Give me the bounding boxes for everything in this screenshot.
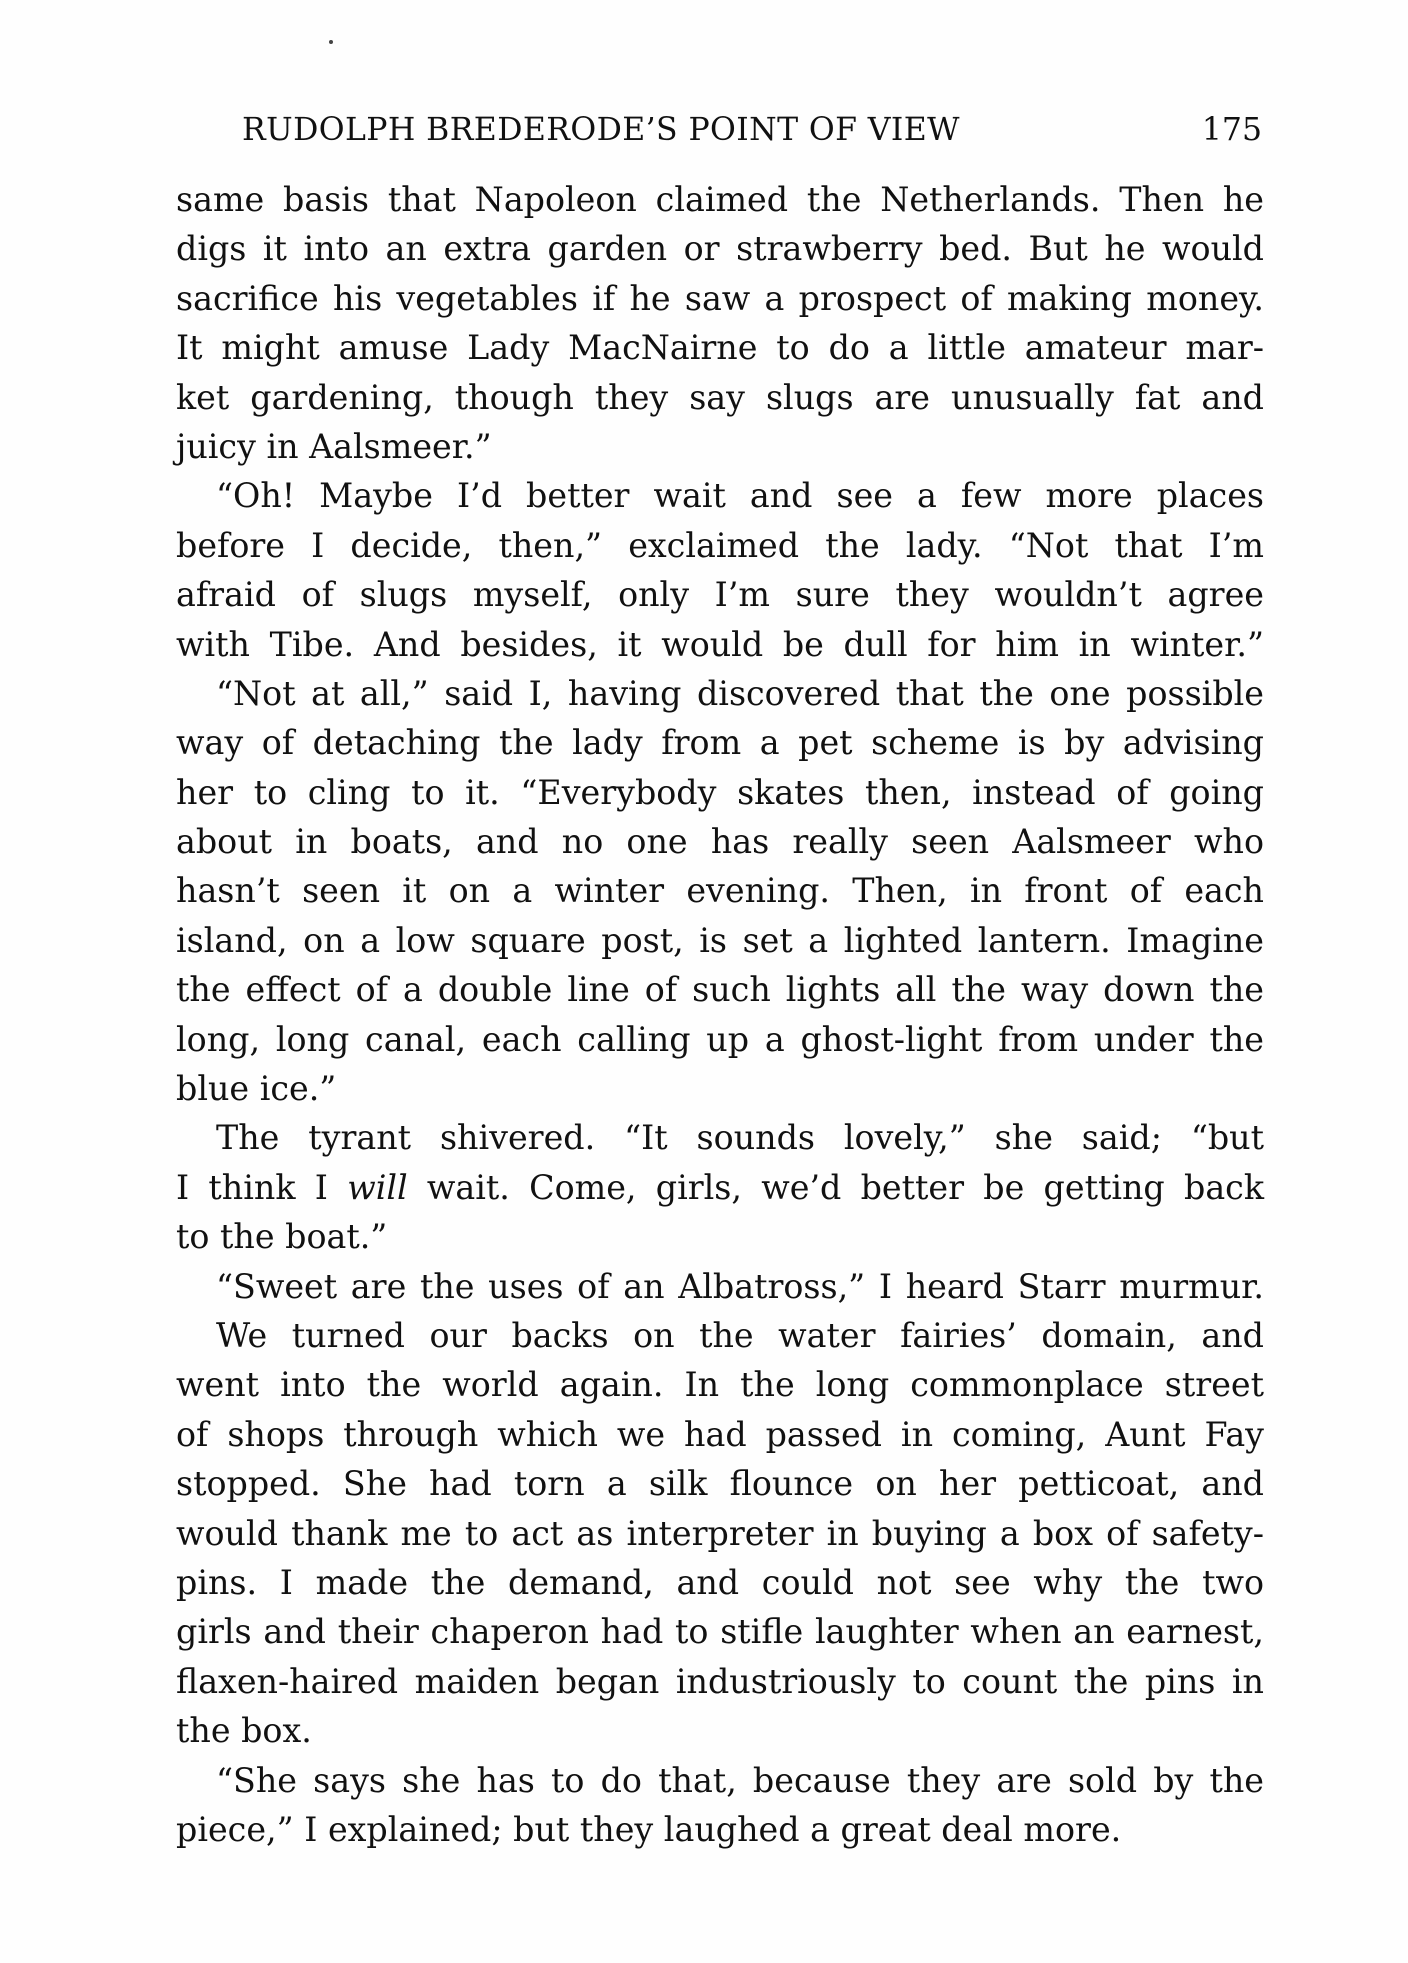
text-line: digs it into an extra garden or strawberry bed. But he would — [176, 229, 1264, 269]
text-line: girls and their chaperon had to stifle laughter when an earnest, — [176, 1612, 1264, 1652]
paragraph — [176, 1262, 1264, 1311]
text-line: about in boats, and no one has really seen Aalsmeer who — [176, 822, 1264, 862]
paragraph — [176, 1113, 1264, 1261]
text-line — [176, 1163, 1264, 1212]
scan-speck — [329, 40, 333, 44]
text-line: It might amuse Lady MacNairne to do a little amateur mar- — [176, 328, 1264, 368]
text-segment: I think I — [176, 1167, 348, 1207]
text-line: piece,” I explained; but they laughed a great deal more. — [176, 1809, 1122, 1849]
paragraph — [176, 471, 1264, 669]
text-line: the effect of a double line of such lights all the way down the — [176, 970, 1264, 1010]
text-line: “She says she has to do that, because they are sold by the — [216, 1760, 1264, 1800]
text-line: would thank me to act as interpreter in buying a box of safety- — [176, 1513, 1264, 1553]
page-number: 175 — [1201, 112, 1262, 148]
text-line: island, on a low square post, is set a lighted lantern. Imagine — [176, 920, 1264, 960]
text-line: long, long canal, each calling up a ghost-light from under the — [176, 1019, 1264, 1059]
body-text — [176, 175, 1264, 1854]
text-line: way of detaching the lady from a pet scheme is by advising — [176, 723, 1264, 763]
text-line: “Sweet are the uses of an Albatross,” I heard Starr murmur. — [216, 1266, 1264, 1306]
paragraph — [176, 175, 1264, 471]
text-line: sacrifice his vegetables if he saw a prospect of making money. — [176, 278, 1264, 318]
text-line: ket gardening, though they say slugs are unusually fat and — [176, 377, 1264, 417]
text-line: We turned our backs on the water fairies’ domain, and — [216, 1315, 1264, 1355]
text-line: “Not at all,” said I, having discovered that the one possible — [216, 673, 1264, 713]
text-line: of shops through which we had passed in coming, Aunt Fay — [176, 1414, 1264, 1454]
text-line: juicy in Aalsmeer.” — [176, 426, 492, 466]
text-line: with Tibe. And besides, it would be dull for him in winter.” — [176, 624, 1264, 664]
text-line: hasn’t seen it on a winter evening. Then, in front of each — [176, 871, 1264, 911]
text-line: The tyrant shivered. “It sounds lovely,” she said; “but — [216, 1118, 1264, 1158]
running-title: RUDOLPH BREDERODE’S POINT OF VIEW — [242, 112, 960, 148]
text-line: afraid of slugs myself, only I’m sure they wouldn’t agree — [176, 575, 1264, 615]
emphasized-word: will — [347, 1167, 408, 1207]
text-line: her to cling to it. “Everybody skates then, instead of going — [176, 772, 1264, 812]
text-line: stopped. She had torn a silk flounce on her petticoat, and — [176, 1464, 1264, 1504]
text-line: “Oh! Maybe I’d better wait and see a few more places — [216, 476, 1264, 516]
text-line: blue ice.” — [176, 1069, 337, 1109]
text-line: to the boat.” — [176, 1217, 388, 1257]
text-segment: wait. Come, girls, we’d better be getting back — [407, 1167, 1264, 1207]
text-line: flaxen-haired maiden began industriously to count the pins in — [176, 1661, 1264, 1701]
text-line: pins. I made the demand, and could not see why the two — [176, 1562, 1264, 1602]
text-line: same basis that Napoleon claimed the Netherlands. Then he — [176, 180, 1264, 219]
page-header — [242, 112, 1262, 164]
text-line: the box. — [176, 1711, 312, 1751]
paragraph — [176, 1311, 1264, 1756]
paragraph — [176, 1756, 1264, 1855]
paragraph — [176, 669, 1264, 1114]
text-line: before I decide, then,” exclaimed the lady. “Not that I’m — [176, 525, 1264, 565]
text-line: went into the world again. In the long commonplace street — [176, 1365, 1264, 1405]
